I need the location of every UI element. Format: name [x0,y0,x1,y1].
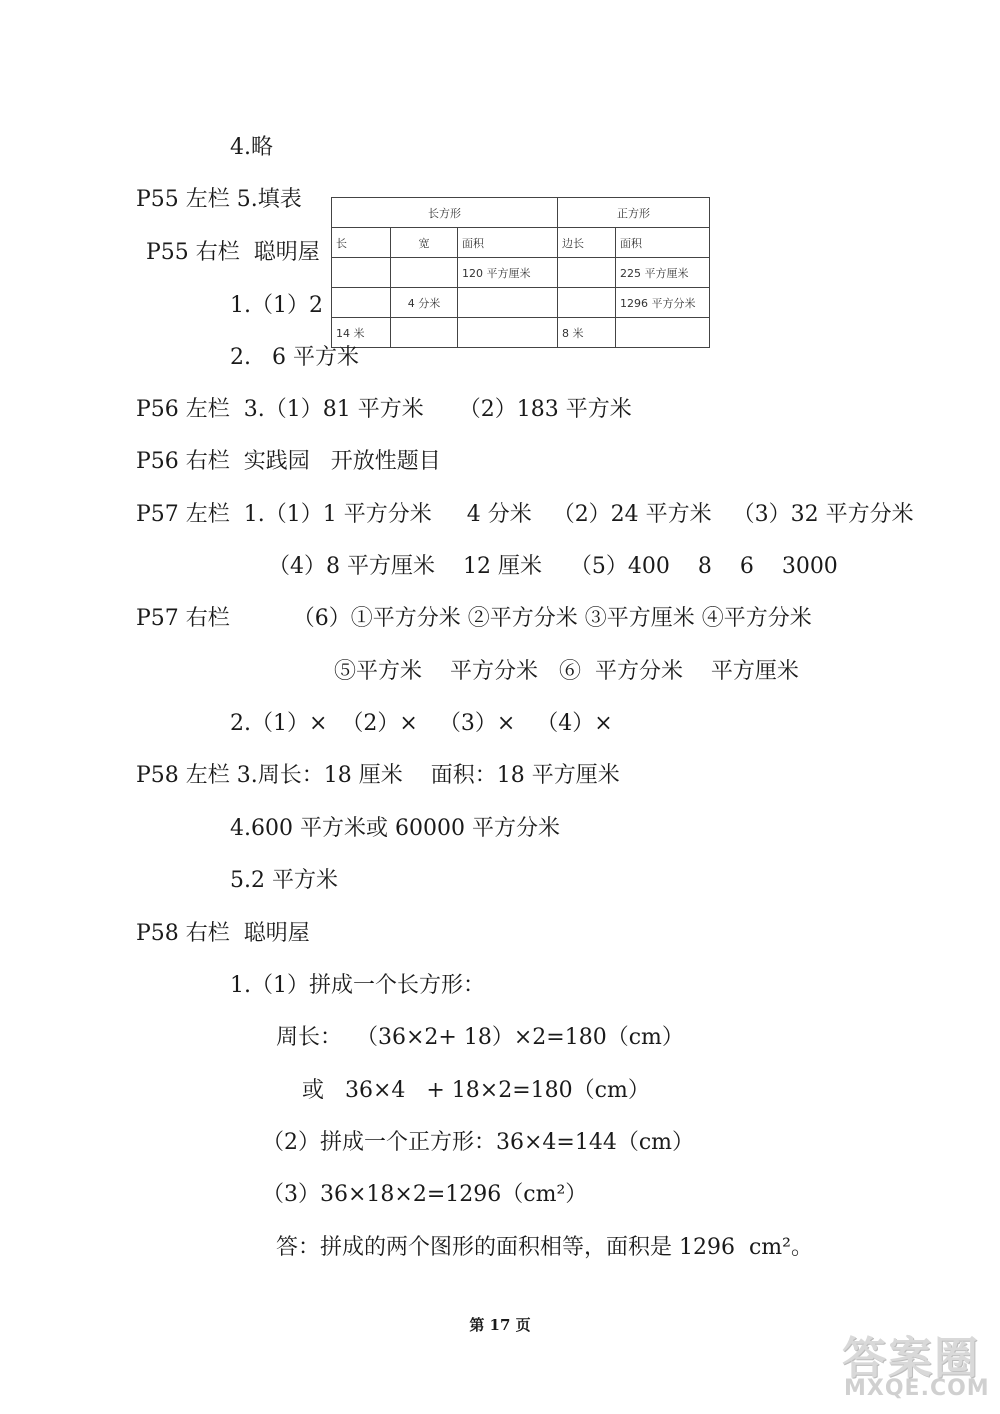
answer-line: （2）拼成一个正方形：36×4=144（cm） [262,1130,695,1155]
answer-line: 4.600 平方米或 60000 平方分米 [230,816,560,841]
table-group-header: 正方形 [558,198,710,228]
answer-line: 1.（1）2 [230,293,323,318]
table-cell [558,288,616,318]
table-cell [332,258,391,288]
answer-line: P56 右栏 实践园 开放性题目 [136,449,441,474]
table-row [332,258,710,288]
answer-line: 答：拼成的两个图形的面积相等，面积是 1296 cm²。 [276,1235,813,1260]
answer-line: 2. 6 平方米 [230,345,359,370]
table-row [332,288,710,318]
answer-line: P58 左栏 3.周长：18 厘米 面积：18 平方厘米 [136,763,620,788]
watermark-logo [842,1322,992,1406]
table-cell [458,318,558,348]
answer-line: P55 左栏 5.填表 [136,187,302,212]
table-cell: 8 米 [558,318,616,348]
table-cell [616,318,710,348]
table-cell [458,288,558,318]
answer-line: ⑤平方米 平方分米 ⑥ 平方分米 平方厘米 [334,659,799,684]
table-cell [332,288,391,318]
table-cell [391,258,458,288]
table-row [332,318,710,348]
table-header-cell: 长 [332,228,391,258]
table-cell: 120 平方厘米 [458,258,558,288]
answer-line: P57 右栏 （6）①平方分米 ②平方分米 ③平方厘米 ④平方分米 [136,606,812,631]
answer-line: 5.2 平方米 [230,868,338,893]
fill-in-table [331,197,710,348]
table-cell [391,318,458,348]
answer-line: P57 左栏 1.（1）1 平方分米 4 分米 （2）24 平方米 （3）32 平方分米 [136,502,914,527]
answer-line: （4）8 平方厘米 12 厘米 （5）400 8 6 3000 [268,554,838,579]
page-number: 第 17 页 [469,1316,531,1334]
table-cell: 1296 平方分米 [616,288,710,318]
answer-line: （3）36×18×2=1296（cm²） [262,1182,588,1207]
table-header-cell: 边长 [558,228,616,258]
answer-line: P56 左栏 3.（1）81 平方米 （2）183 平方米 [136,397,632,422]
answer-line: P58 右栏 聪明屋 [136,921,310,946]
answer-line: 4.略 [230,135,273,160]
table-header-cell: 面积 [458,228,558,258]
table-cell: 14 米 [332,318,391,348]
table-group-header: 长方形 [332,198,558,228]
answer-line: 或 36×4 + 18×2=180（cm） [302,1078,650,1103]
table-cell: 225 平方厘米 [616,258,710,288]
table-header-cell: 宽 [391,228,458,258]
answer-line: P55 右栏 聪明屋 [146,240,320,265]
table-header-cell: 面积 [616,228,710,258]
table-cell: 4 分米 [391,288,458,318]
answer-line: 周长： （36×2+ 18）×2=180（cm） [276,1025,684,1050]
table-cell [558,258,616,288]
answer-line: 1.（1）拼成一个长方形： [230,973,485,998]
watermark-url: MXQE.COM [844,1376,990,1401]
answer-line: 2.（1）× （2）× （3）× （4）× [230,711,613,736]
watermark-cn: 答案圈 [842,1333,980,1384]
